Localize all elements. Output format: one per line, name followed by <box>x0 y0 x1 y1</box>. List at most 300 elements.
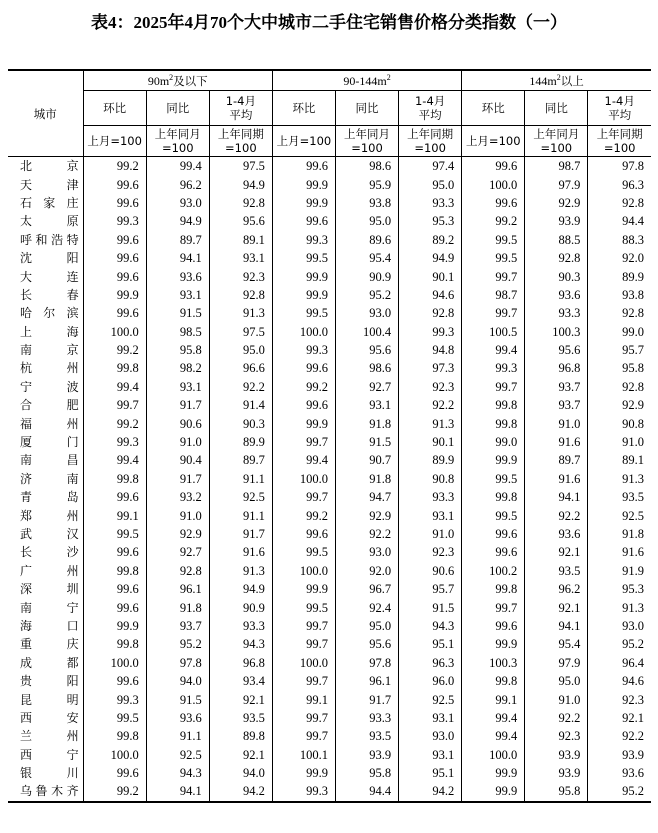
table-row <box>8 451 651 469</box>
index-value: 89.7 <box>525 451 588 469</box>
city-name: 上海 <box>20 324 79 339</box>
city-name: 郑州 <box>20 508 79 523</box>
index-value: 99.6 <box>83 304 146 322</box>
index-value: 99.6 <box>83 598 146 616</box>
index-value: 95.3 <box>399 212 462 230</box>
city-name: 南昌 <box>20 453 79 468</box>
index-value: 91.4 <box>209 396 272 414</box>
index-value: 91.1 <box>146 727 209 745</box>
index-value: 99.7 <box>272 727 335 745</box>
index-value: 92.5 <box>399 690 462 708</box>
index-value: 100.0 <box>272 470 335 488</box>
base-header <box>399 126 462 157</box>
index-value: 99.6 <box>462 194 525 212</box>
index-value: 99.4 <box>462 341 525 359</box>
table-header <box>8 70 651 157</box>
index-value: 95.0 <box>209 341 272 359</box>
city-name: 沈阳 <box>20 251 79 266</box>
index-value: 99.1 <box>83 506 146 524</box>
index-value: 99.1 <box>462 690 525 708</box>
index-value: 94.9 <box>209 580 272 598</box>
table-row <box>8 543 651 561</box>
index-value: 95.7 <box>399 580 462 598</box>
index-value: 91.5 <box>146 690 209 708</box>
index-value: 94.0 <box>209 764 272 782</box>
base-label-line: =100 <box>414 141 446 155</box>
index-value: 91.8 <box>335 414 398 432</box>
index-value: 98.5 <box>146 323 209 341</box>
index-value: 94.9 <box>209 175 272 193</box>
index-value: 93.0 <box>588 617 651 635</box>
index-value: 93.3 <box>399 488 462 506</box>
city-name: 西宁 <box>20 747 79 762</box>
index-value: 93.9 <box>525 764 588 782</box>
index-value: 99.5 <box>83 525 146 543</box>
index-value: 93.1 <box>399 709 462 727</box>
index-value: 91.6 <box>525 470 588 488</box>
index-value: 95.2 <box>335 286 398 304</box>
index-value: 100.0 <box>272 562 335 580</box>
city-name: 深圳 <box>20 582 79 597</box>
index-value: 93.6 <box>146 267 209 285</box>
index-value: 94.7 <box>335 488 398 506</box>
table-row <box>8 157 651 176</box>
index-value: 99.6 <box>272 157 335 176</box>
index-value: 93.6 <box>525 286 588 304</box>
index-value: 94.8 <box>399 341 462 359</box>
index-value: 92.9 <box>146 525 209 543</box>
base-label-line: 上年同期 <box>407 127 454 141</box>
area-group-header <box>272 70 461 91</box>
city-name: 武汉 <box>20 527 79 541</box>
index-value: 95.2 <box>146 635 209 653</box>
index-value: 90.8 <box>399 470 462 488</box>
index-value: 91.5 <box>146 304 209 322</box>
area-group-header <box>462 70 651 91</box>
index-value: 99.3 <box>83 690 146 708</box>
index-value: 95.0 <box>335 617 398 635</box>
base-label-line: 上月=100 <box>465 134 521 148</box>
index-value: 93.5 <box>588 488 651 506</box>
city-name: 西安 <box>20 710 79 725</box>
city-name: 兰州 <box>20 729 79 744</box>
index-value: 90.9 <box>335 267 398 285</box>
index-value: 90.7 <box>335 451 398 469</box>
city-name: 太原 <box>20 214 79 229</box>
index-value: 93.1 <box>209 249 272 267</box>
metric-header <box>146 91 209 126</box>
index-value: 97.5 <box>209 323 272 341</box>
index-value: 92.2 <box>399 396 462 414</box>
index-value: 91.1 <box>209 470 272 488</box>
index-value: 99.4 <box>83 378 146 396</box>
index-value: 98.7 <box>462 286 525 304</box>
index-value: 99.6 <box>272 212 335 230</box>
table-row <box>8 304 651 322</box>
index-value: 100.5 <box>462 323 525 341</box>
index-value: 95.4 <box>525 635 588 653</box>
metric-label-line: 环比 <box>103 101 127 115</box>
index-value: 99.6 <box>83 672 146 690</box>
index-value: 92.8 <box>588 378 651 396</box>
index-value: 94.9 <box>146 212 209 230</box>
index-value: 99.6 <box>272 396 335 414</box>
index-value: 99.2 <box>83 782 146 801</box>
index-value: 89.8 <box>209 727 272 745</box>
index-value: 94.3 <box>209 635 272 653</box>
table-row <box>8 341 651 359</box>
index-value: 99.4 <box>146 157 209 176</box>
base-label-line: =100 <box>161 141 194 155</box>
index-value: 92.3 <box>399 378 462 396</box>
index-value: 97.8 <box>588 157 651 176</box>
index-value: 100.4 <box>335 323 398 341</box>
index-value: 95.7 <box>588 341 651 359</box>
index-value: 99.5 <box>272 598 335 616</box>
metric-label-line: 1-4月 <box>225 94 256 108</box>
index-value: 94.9 <box>399 249 462 267</box>
index-value: 95.0 <box>399 175 462 193</box>
index-value: 94.2 <box>209 782 272 801</box>
base-header <box>146 126 209 157</box>
table-row <box>8 212 651 230</box>
table-row <box>8 764 651 782</box>
index-value: 93.3 <box>525 304 588 322</box>
index-value: 97.4 <box>399 157 462 176</box>
index-value: 99.5 <box>462 506 525 524</box>
index-value: 91.1 <box>209 506 272 524</box>
index-value: 91.7 <box>335 690 398 708</box>
index-value: 99.8 <box>83 470 146 488</box>
base-label-line: 上年同期 <box>217 127 264 141</box>
index-value: 99.9 <box>272 414 335 432</box>
index-value: 92.0 <box>335 562 398 580</box>
base-header <box>83 126 146 157</box>
base-label-line: =100 <box>351 141 383 155</box>
index-value: 91.8 <box>146 598 209 616</box>
index-value: 95.0 <box>525 672 588 690</box>
index-value: 92.8 <box>399 304 462 322</box>
index-value: 93.8 <box>335 194 398 212</box>
index-value: 97.9 <box>525 654 588 672</box>
index-value: 95.8 <box>146 341 209 359</box>
index-value: 99.3 <box>399 323 462 341</box>
base-header <box>588 126 651 157</box>
base-header <box>335 126 398 157</box>
index-value: 93.1 <box>146 286 209 304</box>
city-name: 天津 <box>20 177 79 192</box>
city-name: 南京 <box>20 343 79 358</box>
table-row <box>8 617 651 635</box>
index-value: 93.1 <box>335 396 398 414</box>
index-value: 89.1 <box>588 451 651 469</box>
index-value: 99.3 <box>83 212 146 230</box>
metric-label-line: 同比 <box>166 101 190 115</box>
index-value: 95.6 <box>525 341 588 359</box>
price-index-table <box>8 69 651 803</box>
metric-label-line: 平均 <box>608 108 632 122</box>
city-name: 北京 <box>20 159 79 174</box>
index-value: 91.0 <box>146 433 209 451</box>
index-value: 94.1 <box>525 488 588 506</box>
index-value: 94.4 <box>335 782 398 801</box>
index-value: 88.5 <box>525 231 588 249</box>
table-row <box>8 562 651 580</box>
index-value: 99.9 <box>272 286 335 304</box>
index-value: 99.4 <box>462 709 525 727</box>
index-value: 93.6 <box>146 709 209 727</box>
group-sup: 2 <box>386 72 391 82</box>
index-value: 99.9 <box>272 194 335 212</box>
index-value: 92.8 <box>525 249 588 267</box>
city-name: 青岛 <box>20 490 79 505</box>
index-value: 92.8 <box>588 194 651 212</box>
index-value: 93.6 <box>588 764 651 782</box>
index-value: 92.3 <box>525 727 588 745</box>
table-row <box>8 249 651 267</box>
index-value: 98.6 <box>335 157 398 176</box>
index-value: 96.8 <box>525 359 588 377</box>
index-value: 95.6 <box>209 212 272 230</box>
index-value: 92.0 <box>588 249 651 267</box>
base-label-line: 上年同期 <box>596 127 643 141</box>
index-value: 90.8 <box>588 414 651 432</box>
index-value: 96.6 <box>209 359 272 377</box>
index-value: 93.5 <box>335 727 398 745</box>
metric-header <box>399 91 462 126</box>
index-value: 97.3 <box>399 359 462 377</box>
metric-label-line: 环比 <box>292 101 316 115</box>
index-value: 92.5 <box>146 746 209 764</box>
index-value: 95.8 <box>525 782 588 801</box>
metric-header <box>272 91 335 126</box>
index-value: 99.9 <box>462 782 525 801</box>
index-value: 98.6 <box>335 359 398 377</box>
city-name: 广州 <box>20 563 79 578</box>
index-value: 93.3 <box>399 194 462 212</box>
index-value: 95.6 <box>335 341 398 359</box>
index-value: 93.4 <box>209 672 272 690</box>
table-row <box>8 378 651 396</box>
index-value: 92.1 <box>588 709 651 727</box>
index-value: 88.3 <box>588 231 651 249</box>
table-row <box>8 267 651 285</box>
index-value: 96.0 <box>399 672 462 690</box>
base-header <box>462 126 525 157</box>
index-value: 92.2 <box>209 378 272 396</box>
index-value: 94.2 <box>399 782 462 801</box>
index-value: 92.3 <box>399 543 462 561</box>
index-value: 95.3 <box>588 580 651 598</box>
index-value: 93.1 <box>399 506 462 524</box>
index-value: 97.9 <box>525 175 588 193</box>
table-row <box>8 635 651 653</box>
table-row <box>8 782 651 801</box>
table-row <box>8 396 651 414</box>
index-value: 99.9 <box>272 764 335 782</box>
index-value: 99.9 <box>462 635 525 653</box>
table-row <box>8 727 651 745</box>
index-value: 99.6 <box>462 157 525 176</box>
index-value: 90.1 <box>399 433 462 451</box>
index-value: 95.6 <box>335 635 398 653</box>
index-value: 98.7 <box>525 157 588 176</box>
index-value: 99.7 <box>462 304 525 322</box>
metric-header <box>525 91 588 126</box>
group-suffix: 以上 <box>560 73 584 88</box>
index-value: 96.1 <box>146 580 209 598</box>
index-value: 94.3 <box>399 617 462 635</box>
index-value: 94.4 <box>588 212 651 230</box>
index-value: 92.1 <box>525 543 588 561</box>
city-name: 石家庄 <box>20 195 79 210</box>
metric-header <box>209 91 272 126</box>
index-value: 99.5 <box>272 304 335 322</box>
table-row <box>8 709 651 727</box>
table-row <box>8 231 651 249</box>
city-name: 宁波 <box>20 379 79 394</box>
index-value: 99.9 <box>83 617 146 635</box>
base-header <box>209 126 272 157</box>
index-value: 92.1 <box>525 598 588 616</box>
city-name: 大连 <box>20 269 79 284</box>
index-value: 91.0 <box>399 525 462 543</box>
index-value: 100.0 <box>83 654 146 672</box>
area-group-header <box>83 70 272 91</box>
index-value: 95.1 <box>399 635 462 653</box>
city-name: 哈尔滨 <box>20 306 79 321</box>
index-value: 95.4 <box>335 249 398 267</box>
index-value: 93.3 <box>209 617 272 635</box>
index-value: 89.7 <box>146 231 209 249</box>
index-value: 96.8 <box>209 654 272 672</box>
table-row <box>8 359 651 377</box>
index-value: 99.1 <box>272 690 335 708</box>
index-value: 99.8 <box>462 396 525 414</box>
metric-label-line: 环比 <box>481 101 505 115</box>
index-value: 99.3 <box>83 433 146 451</box>
index-value: 92.3 <box>588 690 651 708</box>
index-value: 95.0 <box>335 212 398 230</box>
index-value: 93.3 <box>335 709 398 727</box>
index-value: 99.6 <box>83 194 146 212</box>
index-value: 99.9 <box>272 580 335 598</box>
index-value: 95.1 <box>399 764 462 782</box>
index-value: 99.6 <box>83 764 146 782</box>
index-value: 93.9 <box>525 212 588 230</box>
index-value: 89.7 <box>209 451 272 469</box>
table-row <box>8 506 651 524</box>
index-value: 93.6 <box>525 525 588 543</box>
index-value: 92.9 <box>588 396 651 414</box>
index-value: 94.6 <box>399 286 462 304</box>
metric-header <box>83 91 146 126</box>
index-value: 92.3 <box>209 267 272 285</box>
index-value: 91.6 <box>209 543 272 561</box>
index-value: 91.7 <box>209 525 272 543</box>
index-value: 92.8 <box>209 286 272 304</box>
metric-label-line: 平均 <box>229 108 253 122</box>
table-row <box>8 746 651 764</box>
index-value: 96.7 <box>335 580 398 598</box>
index-value: 91.3 <box>588 470 651 488</box>
index-value: 99.8 <box>462 414 525 432</box>
city-name: 合肥 <box>20 398 79 413</box>
index-value: 92.7 <box>146 543 209 561</box>
index-value: 93.9 <box>525 746 588 764</box>
index-value: 91.8 <box>588 525 651 543</box>
index-value: 94.0 <box>146 672 209 690</box>
index-value: 96.3 <box>588 175 651 193</box>
index-value: 99.2 <box>83 341 146 359</box>
index-value: 99.7 <box>462 598 525 616</box>
index-value: 99.5 <box>272 249 335 267</box>
index-value: 99.6 <box>83 175 146 193</box>
index-value: 99.6 <box>462 525 525 543</box>
index-value: 93.0 <box>399 727 462 745</box>
city-name: 乌鲁木齐 <box>8 782 83 801</box>
group-sup: 2 <box>556 72 561 82</box>
index-value: 93.0 <box>335 543 398 561</box>
index-value: 90.6 <box>399 562 462 580</box>
index-value: 100.2 <box>462 562 525 580</box>
table-row <box>8 654 651 672</box>
table-row <box>8 194 651 212</box>
table-row <box>8 488 651 506</box>
index-value: 100.0 <box>462 746 525 764</box>
index-value: 90.9 <box>209 598 272 616</box>
index-value: 99.9 <box>462 764 525 782</box>
index-value: 91.6 <box>588 543 651 561</box>
index-value: 92.2 <box>335 525 398 543</box>
index-value: 99.7 <box>272 635 335 653</box>
index-value: 89.9 <box>399 451 462 469</box>
index-value: 99.6 <box>83 267 146 285</box>
city-name: 海口 <box>20 618 79 633</box>
index-value: 99.6 <box>83 543 146 561</box>
metric-header <box>588 91 651 126</box>
index-value: 99.6 <box>272 359 335 377</box>
index-value: 95.8 <box>588 359 651 377</box>
city-name: 济南 <box>20 471 79 486</box>
table-row <box>8 175 651 193</box>
index-value: 100.0 <box>462 175 525 193</box>
group-suffix: 及以下 <box>173 73 208 88</box>
base-label-line: =100 <box>603 141 636 155</box>
index-value: 91.9 <box>588 562 651 580</box>
index-value: 99.4 <box>272 451 335 469</box>
index-value: 96.3 <box>399 654 462 672</box>
index-value: 89.9 <box>209 433 272 451</box>
index-value: 99.5 <box>462 470 525 488</box>
table-row <box>8 470 651 488</box>
index-value: 91.3 <box>399 414 462 432</box>
index-value: 92.7 <box>335 378 398 396</box>
index-value: 93.1 <box>399 746 462 764</box>
metric-header <box>335 91 398 126</box>
group-label: 90m <box>147 73 170 88</box>
index-value: 99.6 <box>462 617 525 635</box>
index-value: 90.1 <box>399 267 462 285</box>
index-value: 93.5 <box>525 562 588 580</box>
index-value: 99.8 <box>462 580 525 598</box>
table-title: 表4：2025年4月70个大中城市二手住宅销售价格分类指数（一） <box>91 13 567 32</box>
index-value: 99.8 <box>83 727 146 745</box>
base-label-line: 上月=100 <box>87 134 142 148</box>
index-value: 99.2 <box>462 212 525 230</box>
index-value: 95.2 <box>588 782 651 801</box>
table-row <box>8 323 651 341</box>
